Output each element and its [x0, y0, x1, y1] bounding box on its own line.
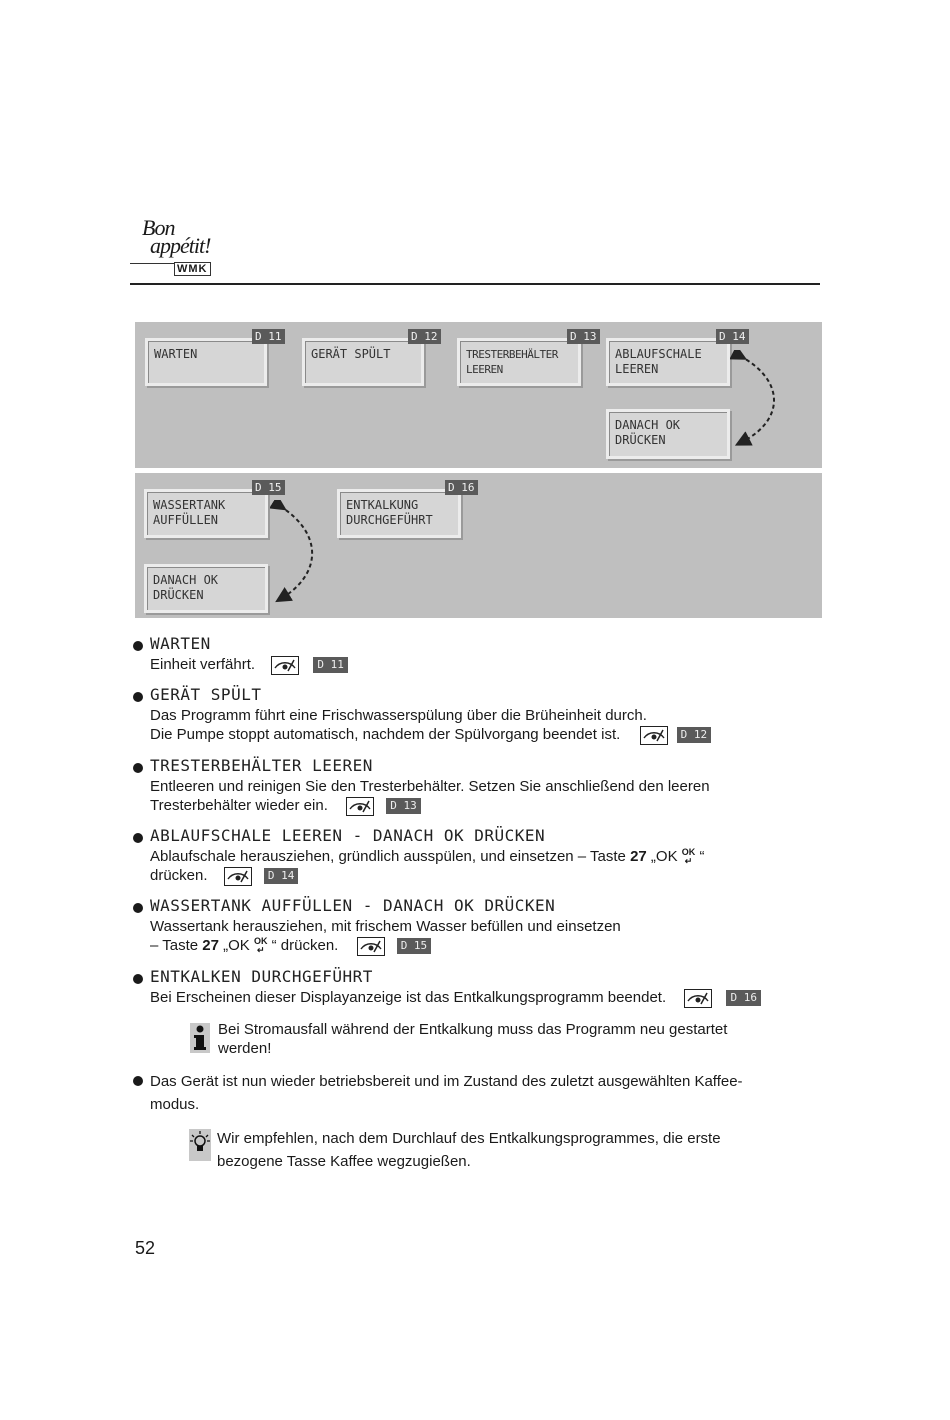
bullet — [133, 903, 143, 913]
display-ref-tag: D 13 — [386, 798, 421, 814]
ok-key-icon: OK ↵ — [253, 936, 268, 956]
display-tag-d14: D 14 — [716, 329, 749, 344]
display-tag-d13: D 13 — [567, 329, 600, 344]
item-line: „OK — [218, 937, 250, 954]
display-d11: WARTEN — [145, 338, 267, 386]
item-line: drücken. — [150, 867, 208, 885]
item-text — [150, 847, 704, 886]
tip-bulb-icon — [189, 1129, 211, 1161]
eye-icon — [640, 726, 668, 745]
info-note — [218, 1020, 727, 1058]
close-quote: “ — [271, 937, 277, 954]
display-d15-ok: DANACH OK DRÜCKEN — [144, 564, 268, 613]
display-ref-tag: D 11 — [313, 657, 348, 673]
eye-icon — [271, 656, 299, 675]
item-heading: ABLAUFSCHALE LEEREN - DANACH OK DRÜCKEN — [150, 826, 546, 845]
item-line: Entleeren und reinigen Sie den Tresterbehälter. Setzen Sie anschließend den leeren — [150, 778, 710, 795]
display-d14-ok: DANACH OK DRÜCKEN — [606, 409, 730, 459]
ok-key-icon: OK ↵ — [681, 847, 696, 867]
final-line: modus. — [150, 1096, 200, 1113]
bullet — [133, 974, 143, 984]
item-line: Bei Erscheinen dieser Displayanzeige ist das Entkalkungsprogramm beendet. — [150, 989, 667, 1006]
item-line: „OK — [646, 848, 678, 865]
bullet — [133, 763, 143, 773]
item-line: Das Programm führt eine Frischwasserspülung über die Brüheinheit durch. — [150, 707, 647, 724]
display-d16: ENTKALKUNG DURCHGEFÜHRT — [337, 489, 461, 538]
item-line: Ablaufschale herausziehen, gründlich ausspülen, und einsetzen – Taste — [150, 848, 631, 865]
item-text — [150, 655, 348, 675]
item-heading: GERÄT SPÜLT — [150, 685, 262, 704]
arrow-d15-cycle — [270, 500, 330, 605]
item-heading: WARTEN — [150, 634, 211, 653]
page-number: 52 — [135, 1238, 156, 1258]
bullet — [133, 641, 143, 651]
close-quote: “ — [699, 848, 705, 865]
item-line: – Taste — [150, 937, 203, 954]
eye-icon — [224, 867, 252, 886]
note-line: bezogene Tasse Kaffee wegzugießen. — [217, 1153, 471, 1170]
display-tag-d16: D 16 — [445, 480, 478, 495]
note-line: Wir empfehlen, nach dem Durchlauf des Entkalkungsprogrammes, die erste — [217, 1130, 721, 1147]
item-heading: TRESTERBEHÄLTER LEEREN — [150, 756, 373, 775]
tip-note — [217, 1127, 721, 1173]
brand-logo — [130, 215, 225, 277]
logo-divider — [130, 263, 174, 264]
key-number: 27 — [202, 937, 219, 954]
item-line: Wassertank herausziehen, mit frischem Wasser befüllen und einsetzen — [150, 918, 621, 935]
item-text — [150, 917, 621, 956]
item-line: drücken. — [276, 937, 339, 954]
display-ref-tag: D 12 — [677, 727, 712, 743]
note-line: werden! — [218, 1040, 272, 1057]
logo-text-bon: Bon — [142, 215, 175, 240]
eye-icon — [346, 797, 374, 816]
final-text — [150, 1070, 830, 1116]
display-tag-d15: D 15 — [252, 480, 285, 495]
item-heading: ENTKALKEN DURCHGEFÜHRT — [150, 967, 373, 986]
bullet — [133, 692, 143, 702]
display-tag-d12: D 12 — [408, 329, 441, 344]
item-text — [150, 706, 711, 745]
item-line: Einheit verfährt. — [150, 656, 256, 673]
item-text — [150, 777, 710, 816]
eye-icon — [684, 989, 712, 1008]
item-line: Tresterbehälter wieder ein. — [150, 797, 328, 814]
bullet — [133, 1076, 143, 1086]
display-ref-tag: D 14 — [264, 868, 299, 884]
note-line: Bei Stromausfall während der Entkalkung muss das Programm neu gestartet — [218, 1021, 728, 1038]
display-d13: TRESTERBEHÄLTER LEEREN — [457, 338, 581, 386]
logo-brand: WMK — [174, 262, 211, 276]
item-heading: WASSERTANK AUFFÜLLEN - DANACH OK DRÜCKEN — [150, 896, 556, 915]
final-line: Das Gerät ist nun wieder betriebsbereit und im Zustand des zuletzt ausgewählten Kaffee- — [150, 1073, 743, 1090]
display-ref-tag: D 15 — [397, 938, 432, 954]
display-d14: ABLAUFSCHALE LEEREN — [606, 338, 730, 386]
item-line: Die Pumpe stoppt automatisch, nachdem der Spülvorgang beendet ist. — [150, 726, 621, 743]
bullet — [133, 833, 143, 843]
key-number: 27 — [630, 848, 647, 865]
display-d15: WASSERTANK AUFFÜLLEN — [144, 489, 268, 538]
header-rule — [130, 283, 820, 285]
arrow-d14-cycle — [730, 350, 790, 450]
info-icon — [190, 1023, 210, 1053]
eye-icon — [357, 937, 385, 956]
logo-text-appetit: appétit! — [150, 233, 211, 258]
display-ref-tag: D 16 — [726, 990, 761, 1006]
item-text — [150, 988, 761, 1008]
display-d12: GERÄT SPÜLT — [302, 338, 424, 386]
display-tag-d11: D 11 — [252, 329, 285, 344]
